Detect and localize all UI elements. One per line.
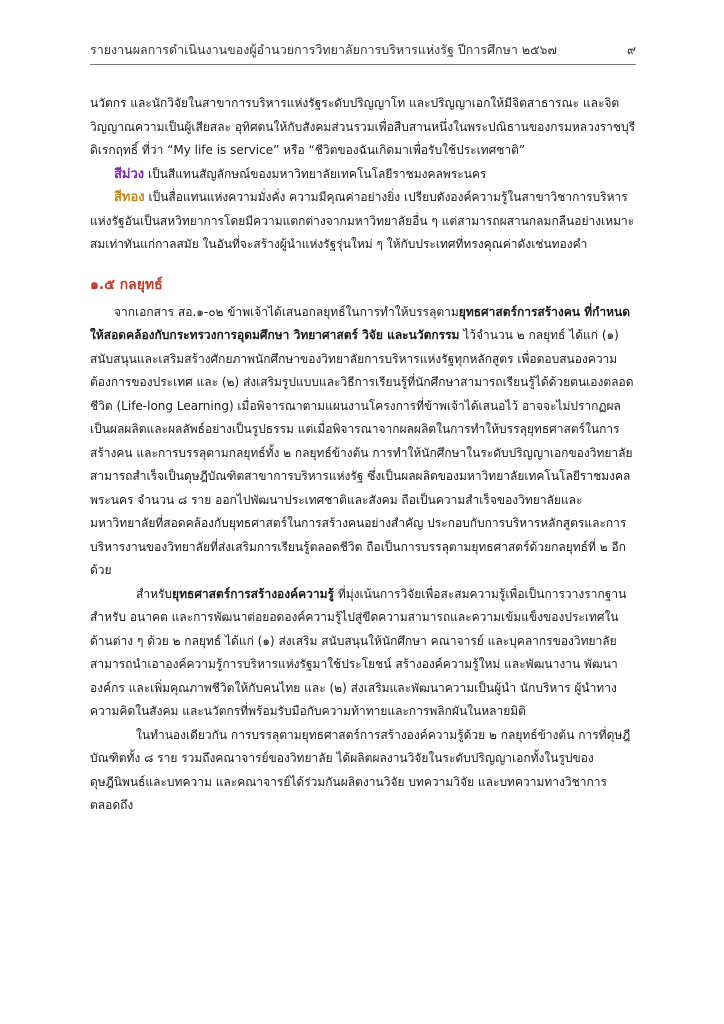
- gold-label: สีทอง: [114, 190, 145, 205]
- purple-paragraph: [90, 163, 636, 187]
- purple-text: เป็นสีแทนสัญลักษณ์ของมหาวิทยาลัยเทคโนโลยีราชมงคลพระนคร: [144, 166, 487, 181]
- final-paragraph: [90, 724, 636, 818]
- knowledge-paragraph: [90, 583, 636, 724]
- knowledge-bold-1: ยุทธศาสตร์การสร้างองค์ความรู้: [172, 586, 334, 601]
- document-body: [90, 92, 636, 818]
- strategy-paragraph: [90, 301, 636, 583]
- knowledge-text-1: สำหรับ: [136, 586, 173, 601]
- gold-text: เป็นสื่อแทนแห่งความมั่งคั่ง ความมีคุณค่าอย่างยิ่ง เปรียบดังองค์ความรู้ในสาขาวิชาการบริหารแห่งรัฐอันเป็นสหวิทยาการโดยมีความแตกต่างจากมหาวิทยาลัยอื่น ๆ แต่สามารถผสานกลมกลืนอย่างเหมาะสมเท่าทันแก่กาลสมัย ในอันที่จะสร้างผู้นำแห่งรัฐรุ่นใหม่ ๆ ให้กับประเทศที่ทรงคุณค่าดังเช่นทองคำ: [90, 190, 635, 251]
- intro-text: นวัตกร และนักวิจัยในสาขาการบริหารแห่งรัฐระดับปริญญาโท และปริญญาเอกให้มีจิตสาธารณะ และจิตวิญญาณความเป็นผู้เสียสละ อุทิศตนให้กับสังคมส่วนรวมเพื่อสืบสานหนึ่งในพระปณิธานของกรมหลวงราชบุรีดิเรกฤทธิ์ ที่ว่า “My life is service” หรือ “ชีวิตของฉันเกิดมาเพื่อรับใช้ประเทศชาติ”: [90, 96, 636, 157]
- header-divider: [90, 64, 636, 65]
- strategy-text-2: ไว้จำนวน ๒ กลยุทธ์ ได้แก่ (๑) สนับสนุนและเสริมสร้างศักยภาพนักศึกษาของวิทยาลัยการบริหารแห่งรัฐทุกหลักสูตร เพื่อตอบสนองความต้องการของประเทศ และ (๒) ส่งเสริมรูปแบบและวิธีการเรียนรู้ที่นักศึกษาสามารถเรียนรู้ได้ด้วยตนเองตลอดชีวิต (Life-long Learning) เมื่อพิจารณาตามแผนงานโครงการที่ข้าพเจ้าได้เสนอไว้ อาจจะไม่ปรากฏผลเป็นผลผลิตและผลลัพธ์อย่างเป็นรูปธรรม แต่เมื่อพิจารณาจากผลผลิตในการทำให้บรรลุยุทธศาสตร์ในการสร้างคน และการบรรลุตามกลยุทธ์ทั้ง ๒ กลยุทธ์ข้างต้น การทำให้นักศึกษาในระดับปริญญาเอกของวิทยาลัย สามารถสำเร็จเป็นดุษฎีบัณฑิตสาขาการบริหารแห่งรัฐ ซึ่งเป็นผลผลิตของมหาวิทยาลัยเทคโนโลยีราชมงคลพระนคร จำนวน ๘ ราย ออกไปพัฒนาประเทศชาติและสังคม ถือเป็นความสำเร็จของวิทยาลัยและมหาวิทยาลัยที่สอดคล้องกับยุทธศาสตร์ในการสร้างคนอย่างสำคัญ ประกอบกับการบริหารหลักสูตรและการบริหารงานของวิทยาลัยที่ส่งเสริมการเรียนรู้ตลอดชีวิต ถือเป็นการบรรลุตามยุทธศาสตร์ด้วยกลยุทธ์ที่ ๒ อีกด้วย: [90, 328, 634, 577]
- section-heading: ๑.๕ กลยุทธ์: [90, 276, 163, 293]
- page-number: ๙: [626, 42, 636, 57]
- purple-label: สีม่วง: [114, 166, 145, 182]
- gold-paragraph: [90, 186, 636, 257]
- strategy-bold-1: ยุทธศาสตร์การสร้างคน ที่กำหนดให้สอดคล้องกับกระทรวงการอุดมศึกษา วิทยาศาสตร์ วิจัย และนวัตกรรม: [90, 304, 631, 342]
- final-text: ในทำนองเดียวกัน การบรรลุตามยุทธศาสตร์การสร้างองค์ความรู้ด้วย ๒ กลยุทธ์ข้างต้น การที่ดุษฎีบัณฑิตทั้ง ๘ ราย รวมถึงคณาจารย์ของวิทยาลัย ได้ผลิตผลงานวิจัยในระดับปริญญาเอกทั้งในรูปของดุษฎีนิพนธ์และบทความ และคณาจารย์ได้ร่วมกันผลิตงานวิจัย บทความวิจัย และบทความทางวิชาการ ตลอดถึง: [90, 727, 631, 812]
- strategy-text-1: จากเอกสาร สอ.๑-๐๒ ข้าพเจ้าได้เสนอกลยุทธ์ในการทำให้บรรลุตาม: [114, 304, 459, 319]
- intro-paragraph: [90, 92, 636, 163]
- knowledge-text-2: ที่มุ่งเน้นการวิจัยเพื่อสะสมความรู้เพื่อเป็นการวางรากฐานสำหรับ อนาคต และการพัฒนาต่อยอดองค์ความรู้ไปสู่ขีดความสามารถและความเข้มแข็งของประเทศในด้านต่าง ๆ ด้วย ๒ กลยุทธ์ ได้แก่ (๑) ส่งเสริม สนับสนุนให้นักศึกษา คณาจารย์ และบุคลากรของวิทยาลัยสามารถนำเอาองค์ความรู้การบริหารแห่งรัฐมาใช้ประโยชน์ สร้างองค์ความรู้ใหม่ และพัฒนางาน พัฒนาองค์กร และเพิ่มคุณภาพชีวิตให้กับคนไทย และ (๒) ส่งเสริมและพัฒนาความเป็นผู้นำ นักบริหาร ผู้นำทางความคิดในสังคม และนวัตกรที่พร้อมรับมือกับความท้าทายและการพลิกผันในหลายมิติ: [90, 586, 627, 718]
- header-title: รายงานผลการดำเนินงานของผู้อำนวยการวิทยาลัยการบริหารแห่งรัฐ ปีการศึกษา ๒๕๖๗: [90, 42, 557, 57]
- page-header: [90, 38, 636, 60]
